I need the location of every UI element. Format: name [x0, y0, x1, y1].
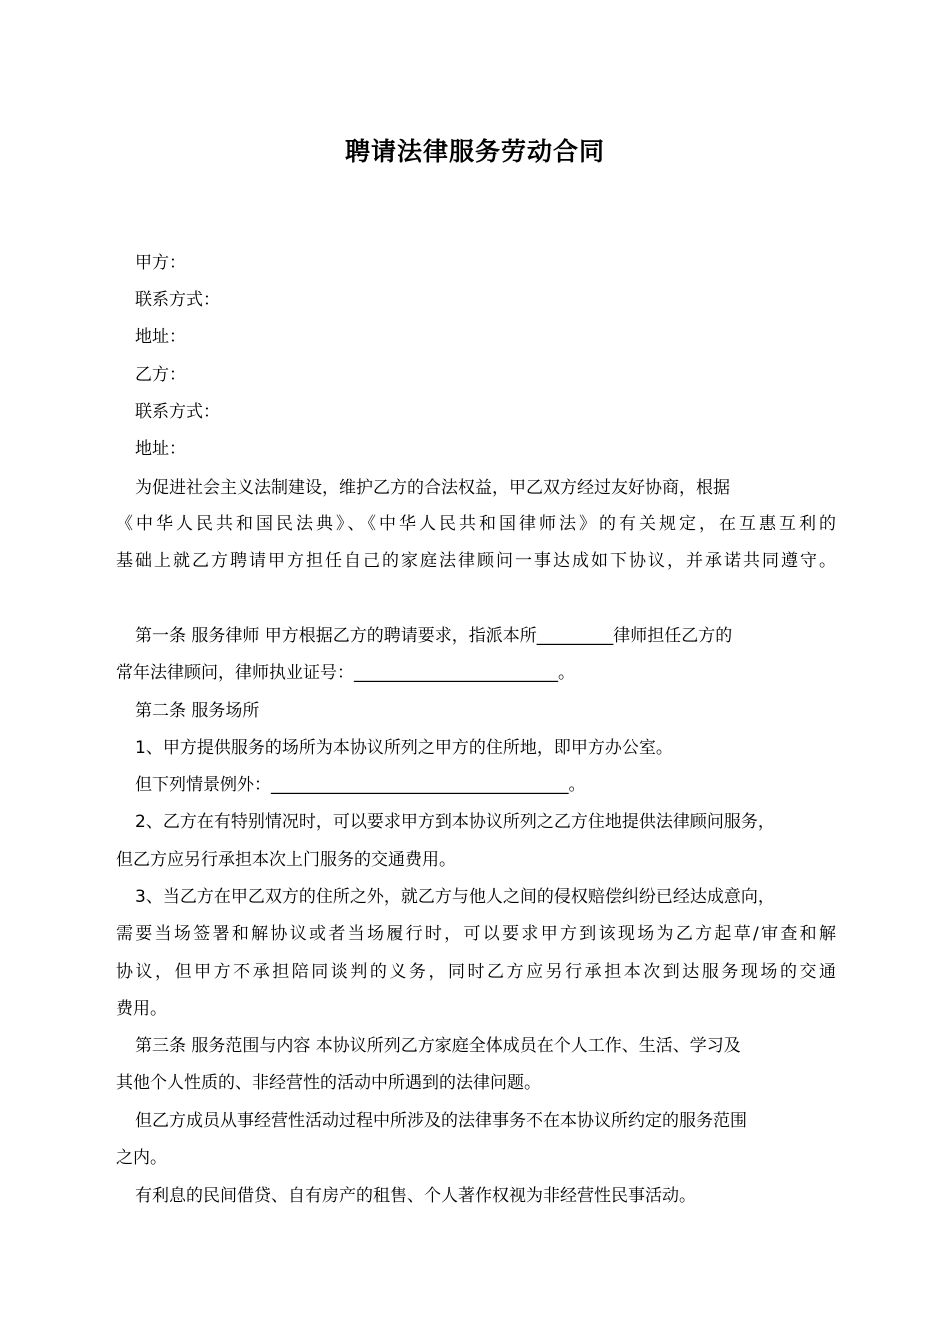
- party-b-contact-label: 联系方式：: [135, 402, 220, 422]
- party-b-label: 乙方：: [135, 365, 186, 385]
- article1-line-2: 常年法律顾问，律师执业证号：________________________。: [116, 663, 575, 683]
- article2-item3-line-4: 费用。: [116, 999, 167, 1019]
- article1-line-1: 第一条 服务律师 甲方根据乙方的聘请要求，指派本所_________律师担任乙方的: [135, 626, 733, 646]
- intro-line-3: 基础上就乙方聘请甲方担任自己的家庭法律顾问一事达成如下协议，并承诺共同遵守。: [116, 551, 836, 571]
- article2-item3-line-1: 3、当乙方在甲乙双方的住所之外，就乙方与他人之间的侵权赔偿纠纷已经达成意向，: [135, 887, 775, 907]
- party-a-contact-label: 联系方式：: [135, 290, 220, 310]
- article3-note: 有利息的民间借贷、自有房产的租售、个人著作权视为非经营性民事活动。: [135, 1186, 696, 1206]
- article2-item2-line-2: 但乙方应另行承担本次上门服务的交通费用。: [116, 850, 456, 870]
- article3-exclusion-line-1: 但乙方成员从事经营性活动过程中所涉及的法律事务不在本协议所约定的服务范围: [135, 1111, 747, 1131]
- party-a-address-label: 地址：: [135, 327, 186, 347]
- document-title: 聘请法律服务劳动合同: [344, 137, 605, 166]
- article2-item2-line-1: 2、乙方在有特别情况时，可以要求甲方到本协议所列之乙方住地提供法律顾问服务，: [135, 812, 775, 832]
- article2-item3-line-2: 需要当场签署和解协议或者当场履行时，可以要求甲方到该现场为乙方起草/审查和解: [116, 924, 836, 944]
- party-b-address-label: 地址：: [135, 439, 186, 459]
- article2-item1: 1、甲方提供服务的场所为本协议所列之甲方的住所地，即甲方办公室。: [135, 738, 673, 758]
- article2-heading: 第二条 服务场所: [135, 701, 260, 721]
- article3-exclusion-line-2: 之内。: [116, 1148, 167, 1168]
- intro-line-2: 《中华人民共和国民法典》、《中华人民共和国律师法》的有关规定，在互惠互利的: [116, 514, 836, 534]
- article3-line-1: 第三条 服务范围与内容 本协议所列乙方家庭全体成员在个人工作、生活、学习及: [135, 1036, 741, 1056]
- article3-line-2: 其他个人性质的、非经营性的活动中所遇到的法律问题。: [116, 1073, 541, 1093]
- party-a-label: 甲方：: [135, 253, 186, 273]
- article2-item3-line-3: 协议，但甲方不承担陪同谈判的义务，同时乙方应另行承担本次到达服务现场的交通: [116, 962, 836, 982]
- article2-exception: 但下列情景例外：___________________________________。: [135, 775, 586, 795]
- intro-line-1: 为促进社会主义法制建设，维护乙方的合法权益，甲乙双方经过友好协商，根据: [135, 478, 730, 498]
